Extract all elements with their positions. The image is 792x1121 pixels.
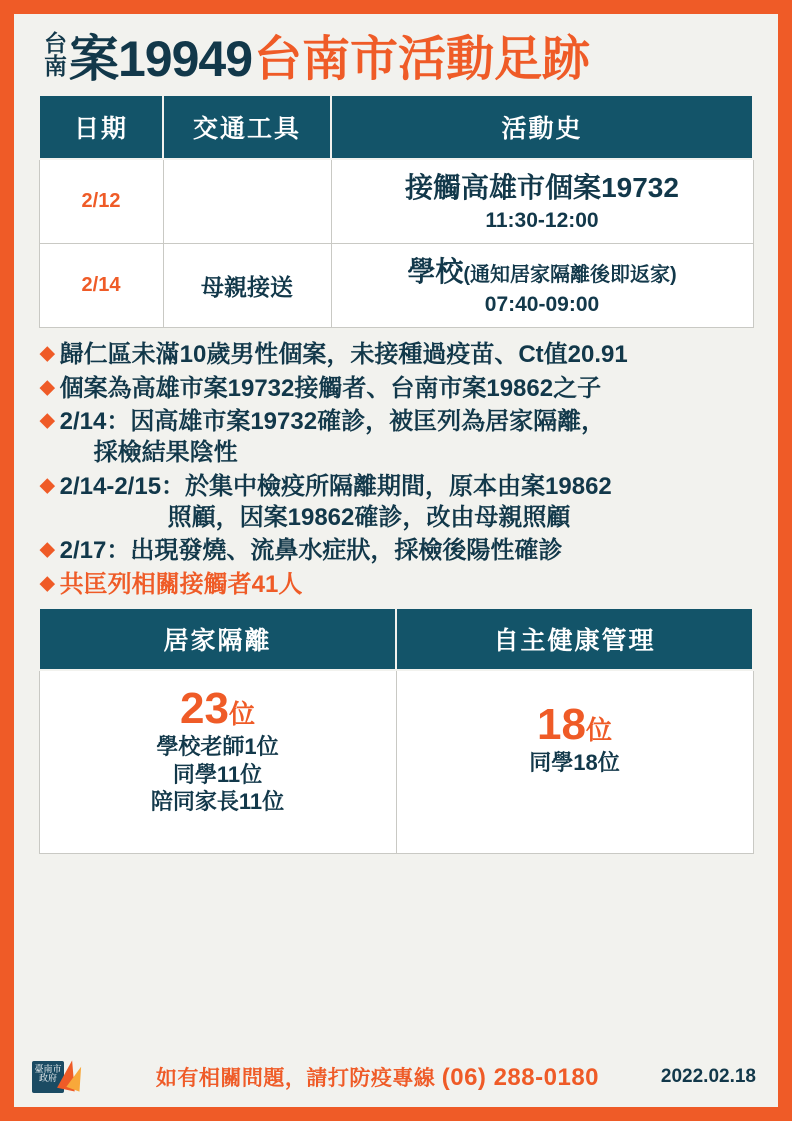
tainan-label (44, 32, 67, 84)
quarantine-total-number: 23 (180, 683, 229, 733)
activity-main-text: 接觸高雄市個案 (405, 172, 602, 203)
title-case-number: 19949 (118, 31, 253, 87)
column-header-quarantine: 居家隔離 (39, 608, 396, 670)
publish-date: 2022.02.18 (660, 1066, 756, 1087)
self-health-total (401, 685, 749, 749)
activity-main-text: 學校 (407, 256, 464, 287)
cell-activity (331, 244, 753, 328)
hotline-text (94, 1062, 661, 1092)
diamond-bullet-icon: ◆ (40, 343, 55, 364)
page-title (38, 24, 754, 94)
tainan-label-line1: 台 (44, 30, 67, 56)
cell-transport (163, 159, 331, 244)
footer (14, 1047, 778, 1107)
column-header-activity: 活動史 (331, 95, 753, 159)
contact-counts-table (38, 607, 754, 854)
list-item-label: 歸仁區未滿10歲男性個案，未接種過疫苗、Ct值20.91 (59, 341, 628, 368)
list-item (40, 340, 754, 371)
cell-activity (331, 159, 753, 244)
diamond-bullet-icon: ◆ (40, 376, 55, 398)
activity-time: 07:40-09:00 (484, 293, 600, 316)
tainan-city-logo (32, 1056, 94, 1098)
self-health-total-number: 18 (537, 699, 586, 749)
diamond-bullet-icon: ◆ (40, 474, 55, 496)
self-health-total-unit: 位 (585, 714, 612, 745)
activity-main-line (336, 170, 749, 205)
title-main-text: 台南市活動足跡 (254, 33, 591, 86)
activity-note: (通知居家隔離後即返家) (463, 264, 677, 286)
quarantine-total (44, 685, 392, 733)
list-item-label: 共匡列相關接觸者41人 (59, 571, 303, 599)
self-health-detail: 同學18位 (529, 750, 620, 776)
table-row (39, 670, 753, 854)
activity-track-table (38, 94, 754, 328)
hotline-prefix: 如有相關問題，請打防疫專線 (155, 1067, 436, 1090)
cell-transport: 母親接送 (163, 244, 331, 328)
quarantine-detail: 陪同家長11位 (150, 789, 285, 815)
list-item-line2: 採檢結果陰性 (93, 439, 238, 467)
quarantine-total-unit: 位 (228, 698, 255, 729)
list-item-label (60, 472, 754, 533)
cell-quarantine (39, 670, 396, 854)
column-header-date: 日期 (39, 95, 163, 159)
activity-main-line (336, 254, 749, 289)
list-item (40, 472, 754, 533)
list-item-label: 個案為高雄市案19732接觸者、台南市案19862之子 (59, 374, 602, 402)
notes-list (40, 340, 754, 601)
list-item (40, 536, 754, 567)
list-item (40, 407, 754, 468)
table-row (39, 244, 753, 328)
quarantine-detail: 同學11位 (172, 761, 263, 787)
column-header-self-health: 自主健康管理 (396, 608, 753, 670)
column-header-transport: 交通工具 (163, 95, 331, 159)
poster-inner-panel (14, 14, 778, 1107)
diamond-bullet-icon: ◆ (40, 539, 55, 561)
list-item-label (60, 407, 754, 468)
list-item (40, 374, 754, 405)
list-item-line1: 2/14：因高雄市案19732確診，被匡列為居家隔離， (59, 408, 606, 436)
list-item-line1: 2/14-2/15：於集中檢疫所隔離期間，原本由案19862 (59, 472, 612, 500)
diamond-bullet-icon: ◆ (40, 573, 55, 595)
logo-text: 臺南市政府 (32, 1061, 64, 1093)
cell-self-health (396, 670, 753, 854)
list-item (40, 570, 754, 601)
hotline-number: (06) 288-0180 (441, 1064, 600, 1091)
activity-main-number: 19732 (601, 172, 679, 203)
title-case-word: 案 (69, 31, 118, 87)
table-header-row (39, 608, 753, 670)
quarantine-detail: 學校老師1位 (156, 734, 279, 760)
diamond-bullet-icon: ◆ (40, 410, 55, 432)
activity-time: 11:30-12:00 (485, 209, 599, 232)
tainan-label-line2: 南 (44, 53, 67, 79)
cell-date: 2/12 (39, 159, 163, 244)
list-item-line2: 照顧，因案19862確診，改由母親照顧 (167, 503, 571, 531)
cell-date: 2/14 (39, 244, 163, 328)
table-row (39, 159, 753, 244)
list-item-label: 2/17：出現發燒、流鼻水症狀，採檢後陽性確診 (59, 537, 563, 565)
table-header-row (39, 95, 753, 159)
